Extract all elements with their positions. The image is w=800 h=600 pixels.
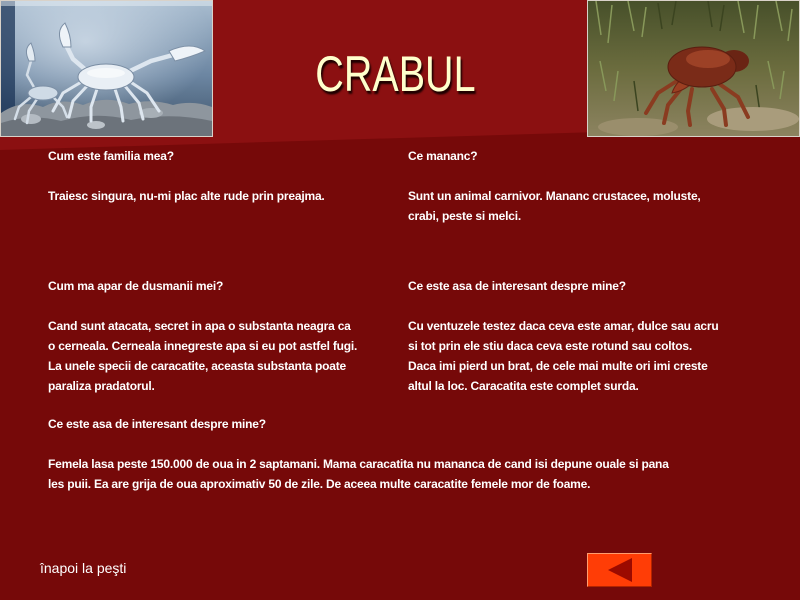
- section-interesting-bottom: [48, 414, 669, 494]
- slide-title: CRABUL: [314, 46, 476, 102]
- answer-interesting-bottom: [48, 454, 669, 494]
- section-food: [408, 146, 701, 226]
- title-container: [0, 46, 790, 102]
- section-family: [48, 146, 325, 206]
- question-food: Ce mananc?: [408, 149, 478, 163]
- answer-line: Femela lasa peste 150.000 de oua in 2 saptamani. Mama caracatita nu mananca de cand isi depune ouale si pana: [48, 457, 669, 471]
- answer-line: Sunt un animal carnivor. Mananc crustacee, moluste,: [408, 189, 701, 203]
- question-interesting-right: Ce este asa de interesant despre mine?: [408, 279, 626, 293]
- question-defense: Cum ma apar de dusmanii mei?: [48, 279, 224, 293]
- answer-line: Daca imi pierd un brat, de cele mai multe ori imi creste: [408, 359, 708, 373]
- answer-defense: [48, 316, 357, 396]
- back-button[interactable]: [587, 553, 652, 587]
- section-defense: [48, 276, 357, 396]
- answer-line: Cu ventuzele testez daca ceva este amar, dulce sau acru: [408, 319, 719, 333]
- left-triangle-icon: [588, 554, 651, 586]
- answer-line: si tot prin ele stiu daca ceva este rotund sau coltos.: [408, 339, 692, 353]
- answer-line: altul la loc. Caracatita este complet surda.: [408, 379, 639, 393]
- answer-food: [408, 186, 701, 226]
- answer-line: o cerneala. Cerneala innegreste apa si eu pot astfel fugi.: [48, 339, 358, 353]
- answer-line: les puii. Ea are grija de oua aproximativ 50 de zile. De aceea multe caracatite femele mor de foame.: [48, 477, 591, 491]
- question-interesting-bottom: Ce este asa de interesant despre mine?: [48, 417, 266, 431]
- answer-line: La unele specii de caracatite, aceasta substanta poate: [48, 359, 347, 373]
- question-family: Cum este familia mea?: [48, 149, 174, 163]
- answer-line: Cand sunt atacata, secret in apa o substanta neagra ca: [48, 319, 351, 333]
- answer-family: [48, 186, 325, 206]
- answer-interesting-right: [408, 316, 719, 396]
- answer-line: Traiesc singura, nu-mi plac alte rude prin preajma.: [48, 189, 325, 203]
- answer-line: paraliza pradatorul.: [48, 379, 155, 393]
- section-interesting-right: [408, 276, 719, 396]
- answer-line: crabi, peste si melci.: [408, 209, 521, 223]
- back-to-fish-link[interactable]: înapoi la peşti: [40, 560, 127, 576]
